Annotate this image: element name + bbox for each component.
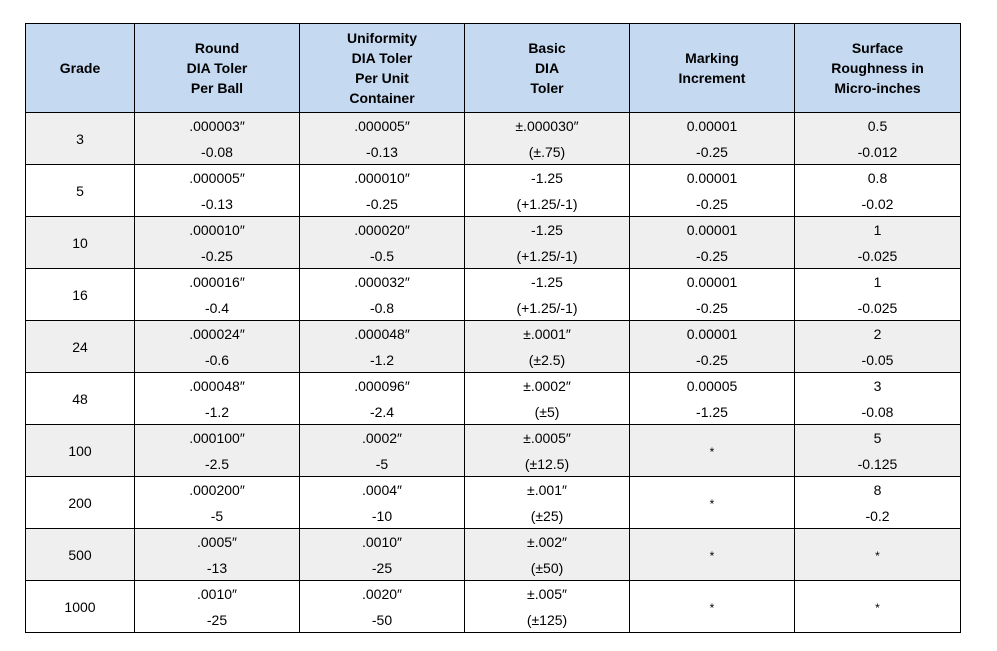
- metric-value: -0.8: [369, 299, 395, 316]
- metric-value: -0.05: [861, 351, 894, 368]
- value-pair: [300, 585, 464, 629]
- value-pair: [795, 481, 960, 525]
- inch-value: 0.00005: [686, 377, 738, 394]
- value-pair: [465, 429, 629, 473]
- inch-value: 5: [873, 429, 882, 446]
- cell-grade: 10: [26, 217, 135, 269]
- inch-value: ±.002″: [527, 533, 567, 550]
- value-pair: [135, 377, 299, 421]
- metric-value: -0.25: [696, 247, 728, 264]
- cell-basic-dia-toler: [465, 165, 630, 217]
- metric-value: -1.25: [696, 403, 728, 420]
- inch-value: .000005″: [354, 117, 410, 134]
- value-pair: [300, 221, 464, 265]
- inch-value: .0010″: [362, 533, 402, 550]
- value-pair: [135, 585, 299, 629]
- metric-value: -0.012: [857, 143, 898, 160]
- asterisk-note: *: [709, 548, 715, 563]
- cell-marking-increment: [630, 269, 795, 321]
- metric-value: -0.25: [366, 195, 398, 212]
- cell-marking-increment: [630, 113, 795, 165]
- cell-basic-dia-toler: [465, 321, 630, 373]
- cell-grade: 200: [26, 477, 135, 529]
- inch-value: .000096″: [354, 377, 410, 394]
- metric-value: -0.025: [857, 247, 898, 264]
- inch-value: -1.25: [531, 169, 563, 186]
- inch-value: ±.001″: [527, 481, 567, 498]
- metric-value: -25: [371, 559, 393, 576]
- cell-uniformity-dia-toler: [300, 581, 465, 633]
- value-pair: [135, 325, 299, 369]
- inch-value: .0020″: [362, 585, 402, 602]
- cell-surface-roughness: [795, 217, 961, 269]
- asterisk-note: *: [709, 496, 715, 511]
- cell-surface-roughness: [795, 529, 961, 581]
- value-pair: [795, 325, 960, 369]
- cell-marking-increment: [630, 425, 795, 477]
- value-pair: [795, 429, 960, 473]
- table-row: [26, 529, 961, 581]
- cell-round-dia-toler: [135, 373, 300, 425]
- metric-value: -0.13: [201, 195, 233, 212]
- value-pair: [795, 169, 960, 213]
- value-pair: [465, 273, 629, 317]
- metric-value: -2.5: [204, 455, 230, 472]
- inch-value: .000010″: [354, 169, 410, 186]
- metric-value: -1.2: [204, 403, 230, 420]
- value-pair: [795, 221, 960, 265]
- metric-value: (±12.5): [524, 455, 570, 472]
- cell-marking-increment: [630, 581, 795, 633]
- inch-value: .000024″: [189, 325, 245, 342]
- metric-value: -13: [206, 559, 228, 576]
- cell-uniformity-dia-toler: [300, 373, 465, 425]
- cell-surface-roughness: [795, 581, 961, 633]
- metric-value: (±25): [530, 507, 564, 524]
- table-row: [26, 477, 961, 529]
- table-row: [26, 373, 961, 425]
- cell-uniformity-dia-toler: [300, 321, 465, 373]
- metric-value: -5: [375, 455, 389, 472]
- metric-value: -0.08: [861, 403, 894, 420]
- metric-value: (±.75): [528, 143, 566, 160]
- metric-value: -1.2: [369, 351, 395, 368]
- value-pair: [300, 377, 464, 421]
- inch-value: .0010″: [197, 585, 237, 602]
- inch-value: -1.25: [531, 221, 563, 238]
- table-row: [26, 581, 961, 633]
- inch-value: .000020″: [354, 221, 410, 238]
- inch-value: 3: [873, 377, 882, 394]
- cell-basic-dia-toler: [465, 113, 630, 165]
- cell-grade: 500: [26, 529, 135, 581]
- value-pair: [465, 221, 629, 265]
- cell-uniformity-dia-toler: [300, 529, 465, 581]
- inch-value: .0004″: [362, 481, 402, 498]
- metric-value: (+1.25/-1): [516, 247, 578, 264]
- inch-value: .000048″: [189, 377, 245, 394]
- inch-value: .000048″: [354, 325, 410, 342]
- value-pair: [135, 169, 299, 213]
- value-pair: [135, 117, 299, 161]
- cell-round-dia-toler: [135, 217, 300, 269]
- metric-value: -0.25: [696, 351, 728, 368]
- metric-value: (+1.25/-1): [516, 195, 578, 212]
- metric-value: -0.6: [204, 351, 230, 368]
- inch-value: 8: [873, 481, 882, 498]
- cell-round-dia-toler: [135, 269, 300, 321]
- value-pair: [630, 325, 794, 369]
- cell-uniformity-dia-toler: [300, 165, 465, 217]
- cell-round-dia-toler: [135, 165, 300, 217]
- inch-value: .000010″: [189, 221, 245, 238]
- value-pair: [630, 221, 794, 265]
- value-pair: [630, 117, 794, 161]
- inch-value: .000032″: [354, 273, 410, 290]
- inch-value: 1: [873, 221, 882, 238]
- cell-marking-increment: [630, 477, 795, 529]
- cell-surface-roughness: [795, 113, 961, 165]
- cell-round-dia-toler: [135, 529, 300, 581]
- metric-value: (±5): [534, 403, 560, 420]
- inch-value: ±.000030″: [515, 117, 579, 134]
- metric-value: -0.25: [696, 143, 728, 160]
- inch-value: ±.005″: [527, 585, 567, 602]
- header-row: [26, 24, 961, 113]
- table-body: [26, 113, 961, 633]
- table-row: [26, 425, 961, 477]
- inch-value: .0002″: [362, 429, 402, 446]
- value-pair: [630, 377, 794, 421]
- cell-surface-roughness: [795, 477, 961, 529]
- inch-value: ±.0001″: [523, 325, 571, 342]
- value-pair: [135, 481, 299, 525]
- cell-round-dia-toler: [135, 113, 300, 165]
- inch-value: .000016″: [189, 273, 245, 290]
- inch-value: 1: [873, 273, 882, 290]
- value-pair: [300, 481, 464, 525]
- inch-value: .000200″: [189, 481, 245, 498]
- cell-surface-roughness: [795, 165, 961, 217]
- cell-marking-increment: [630, 529, 795, 581]
- header-marking-increment: Marking Increment: [630, 24, 795, 113]
- value-pair: [135, 429, 299, 473]
- metric-value: -0.13: [366, 143, 398, 160]
- cell-surface-roughness: [795, 425, 961, 477]
- value-pair: [300, 273, 464, 317]
- value-pair: [465, 533, 629, 577]
- cell-basic-dia-toler: [465, 217, 630, 269]
- inch-value: .0005″: [197, 533, 237, 550]
- metric-value: -0.125: [857, 455, 898, 472]
- metric-value: -50: [371, 611, 393, 628]
- metric-value: -0.25: [696, 195, 728, 212]
- cell-marking-increment: [630, 321, 795, 373]
- cell-surface-roughness: [795, 321, 961, 373]
- metric-value: -5: [210, 507, 224, 524]
- inch-value: .000003″: [189, 117, 245, 134]
- inch-value: 0.5: [867, 117, 888, 134]
- header-uniformity-dia-toler: Uniformity DIA Toler Per Unit Container: [300, 24, 465, 113]
- header-round-dia-toler: Round DIA Toler Per Ball: [135, 24, 300, 113]
- metric-value: -0.25: [696, 299, 728, 316]
- cell-uniformity-dia-toler: [300, 477, 465, 529]
- inch-value: .000005″: [189, 169, 245, 186]
- inch-value: 2: [873, 325, 882, 342]
- value-pair: [465, 169, 629, 213]
- cell-basic-dia-toler: [465, 581, 630, 633]
- value-pair: [465, 585, 629, 629]
- ball-grade-table: [25, 23, 961, 633]
- cell-grade: 16: [26, 269, 135, 321]
- cell-marking-increment: [630, 217, 795, 269]
- inch-value: 0.8: [867, 169, 888, 186]
- metric-value: -0.25: [201, 247, 233, 264]
- metric-value: (±50): [530, 559, 564, 576]
- cell-uniformity-dia-toler: [300, 269, 465, 321]
- cell-grade: 100: [26, 425, 135, 477]
- inch-value: -1.25: [531, 273, 563, 290]
- value-pair: [465, 377, 629, 421]
- value-pair: [465, 481, 629, 525]
- metric-value: -25: [206, 611, 228, 628]
- cell-uniformity-dia-toler: [300, 113, 465, 165]
- value-pair: [135, 533, 299, 577]
- metric-value: -0.02: [861, 195, 894, 212]
- cell-basic-dia-toler: [465, 529, 630, 581]
- cell-uniformity-dia-toler: [300, 217, 465, 269]
- value-pair: [300, 325, 464, 369]
- value-pair: [300, 533, 464, 577]
- cell-basic-dia-toler: [465, 425, 630, 477]
- cell-grade: 3: [26, 113, 135, 165]
- cell-basic-dia-toler: [465, 477, 630, 529]
- metric-value: -0.025: [857, 299, 898, 316]
- value-pair: [630, 169, 794, 213]
- cell-grade: 48: [26, 373, 135, 425]
- value-pair: [300, 117, 464, 161]
- value-pair: [300, 169, 464, 213]
- cell-round-dia-toler: [135, 477, 300, 529]
- cell-round-dia-toler: [135, 425, 300, 477]
- asterisk-note: *: [709, 444, 715, 459]
- header-surface-roughness: Surface Roughness in Micro-inches: [795, 24, 961, 113]
- cell-grade: 1000: [26, 581, 135, 633]
- cell-basic-dia-toler: [465, 373, 630, 425]
- header-basic-dia-toler: Basic DIA Toler: [465, 24, 630, 113]
- value-pair: [465, 117, 629, 161]
- cell-marking-increment: [630, 373, 795, 425]
- asterisk-note: *: [875, 548, 880, 563]
- cell-basic-dia-toler: [465, 269, 630, 321]
- metric-value: -0.2: [865, 507, 890, 524]
- cell-marking-increment: [630, 165, 795, 217]
- cell-round-dia-toler: [135, 321, 300, 373]
- metric-value: (+1.25/-1): [516, 299, 578, 316]
- table-row: [26, 217, 961, 269]
- asterisk-note: *: [709, 600, 715, 615]
- table-header: [26, 24, 961, 113]
- inch-value: 0.00001: [686, 273, 738, 290]
- value-pair: [630, 273, 794, 317]
- cell-grade: 5: [26, 165, 135, 217]
- value-pair: [795, 273, 960, 317]
- inch-value: ±.0005″: [523, 429, 571, 446]
- inch-value: 0.00001: [686, 325, 738, 342]
- cell-surface-roughness: [795, 269, 961, 321]
- metric-value: (±125): [526, 611, 568, 628]
- value-pair: [465, 325, 629, 369]
- table-row: [26, 113, 961, 165]
- value-pair: [135, 221, 299, 265]
- inch-value: .000100″: [189, 429, 245, 446]
- inch-value: 0.00001: [686, 221, 738, 238]
- cell-surface-roughness: [795, 373, 961, 425]
- metric-value: -0.08: [201, 143, 233, 160]
- metric-value: -2.4: [369, 403, 395, 420]
- table-row: [26, 165, 961, 217]
- table-row: [26, 269, 961, 321]
- metric-value: -10: [371, 507, 393, 524]
- cell-grade: 24: [26, 321, 135, 373]
- metric-value: -0.4: [204, 299, 230, 316]
- cell-round-dia-toler: [135, 581, 300, 633]
- asterisk-note: *: [875, 600, 880, 615]
- metric-value: (±2.5): [528, 351, 566, 368]
- value-pair: [300, 429, 464, 473]
- value-pair: [795, 377, 960, 421]
- value-pair: [135, 273, 299, 317]
- table-row: [26, 321, 961, 373]
- value-pair: [795, 117, 960, 161]
- inch-value: ±.0002″: [523, 377, 571, 394]
- header-grade: Grade: [26, 24, 135, 113]
- metric-value: -0.5: [369, 247, 395, 264]
- inch-value: 0.00001: [686, 117, 738, 134]
- inch-value: 0.00001: [686, 169, 738, 186]
- cell-uniformity-dia-toler: [300, 425, 465, 477]
